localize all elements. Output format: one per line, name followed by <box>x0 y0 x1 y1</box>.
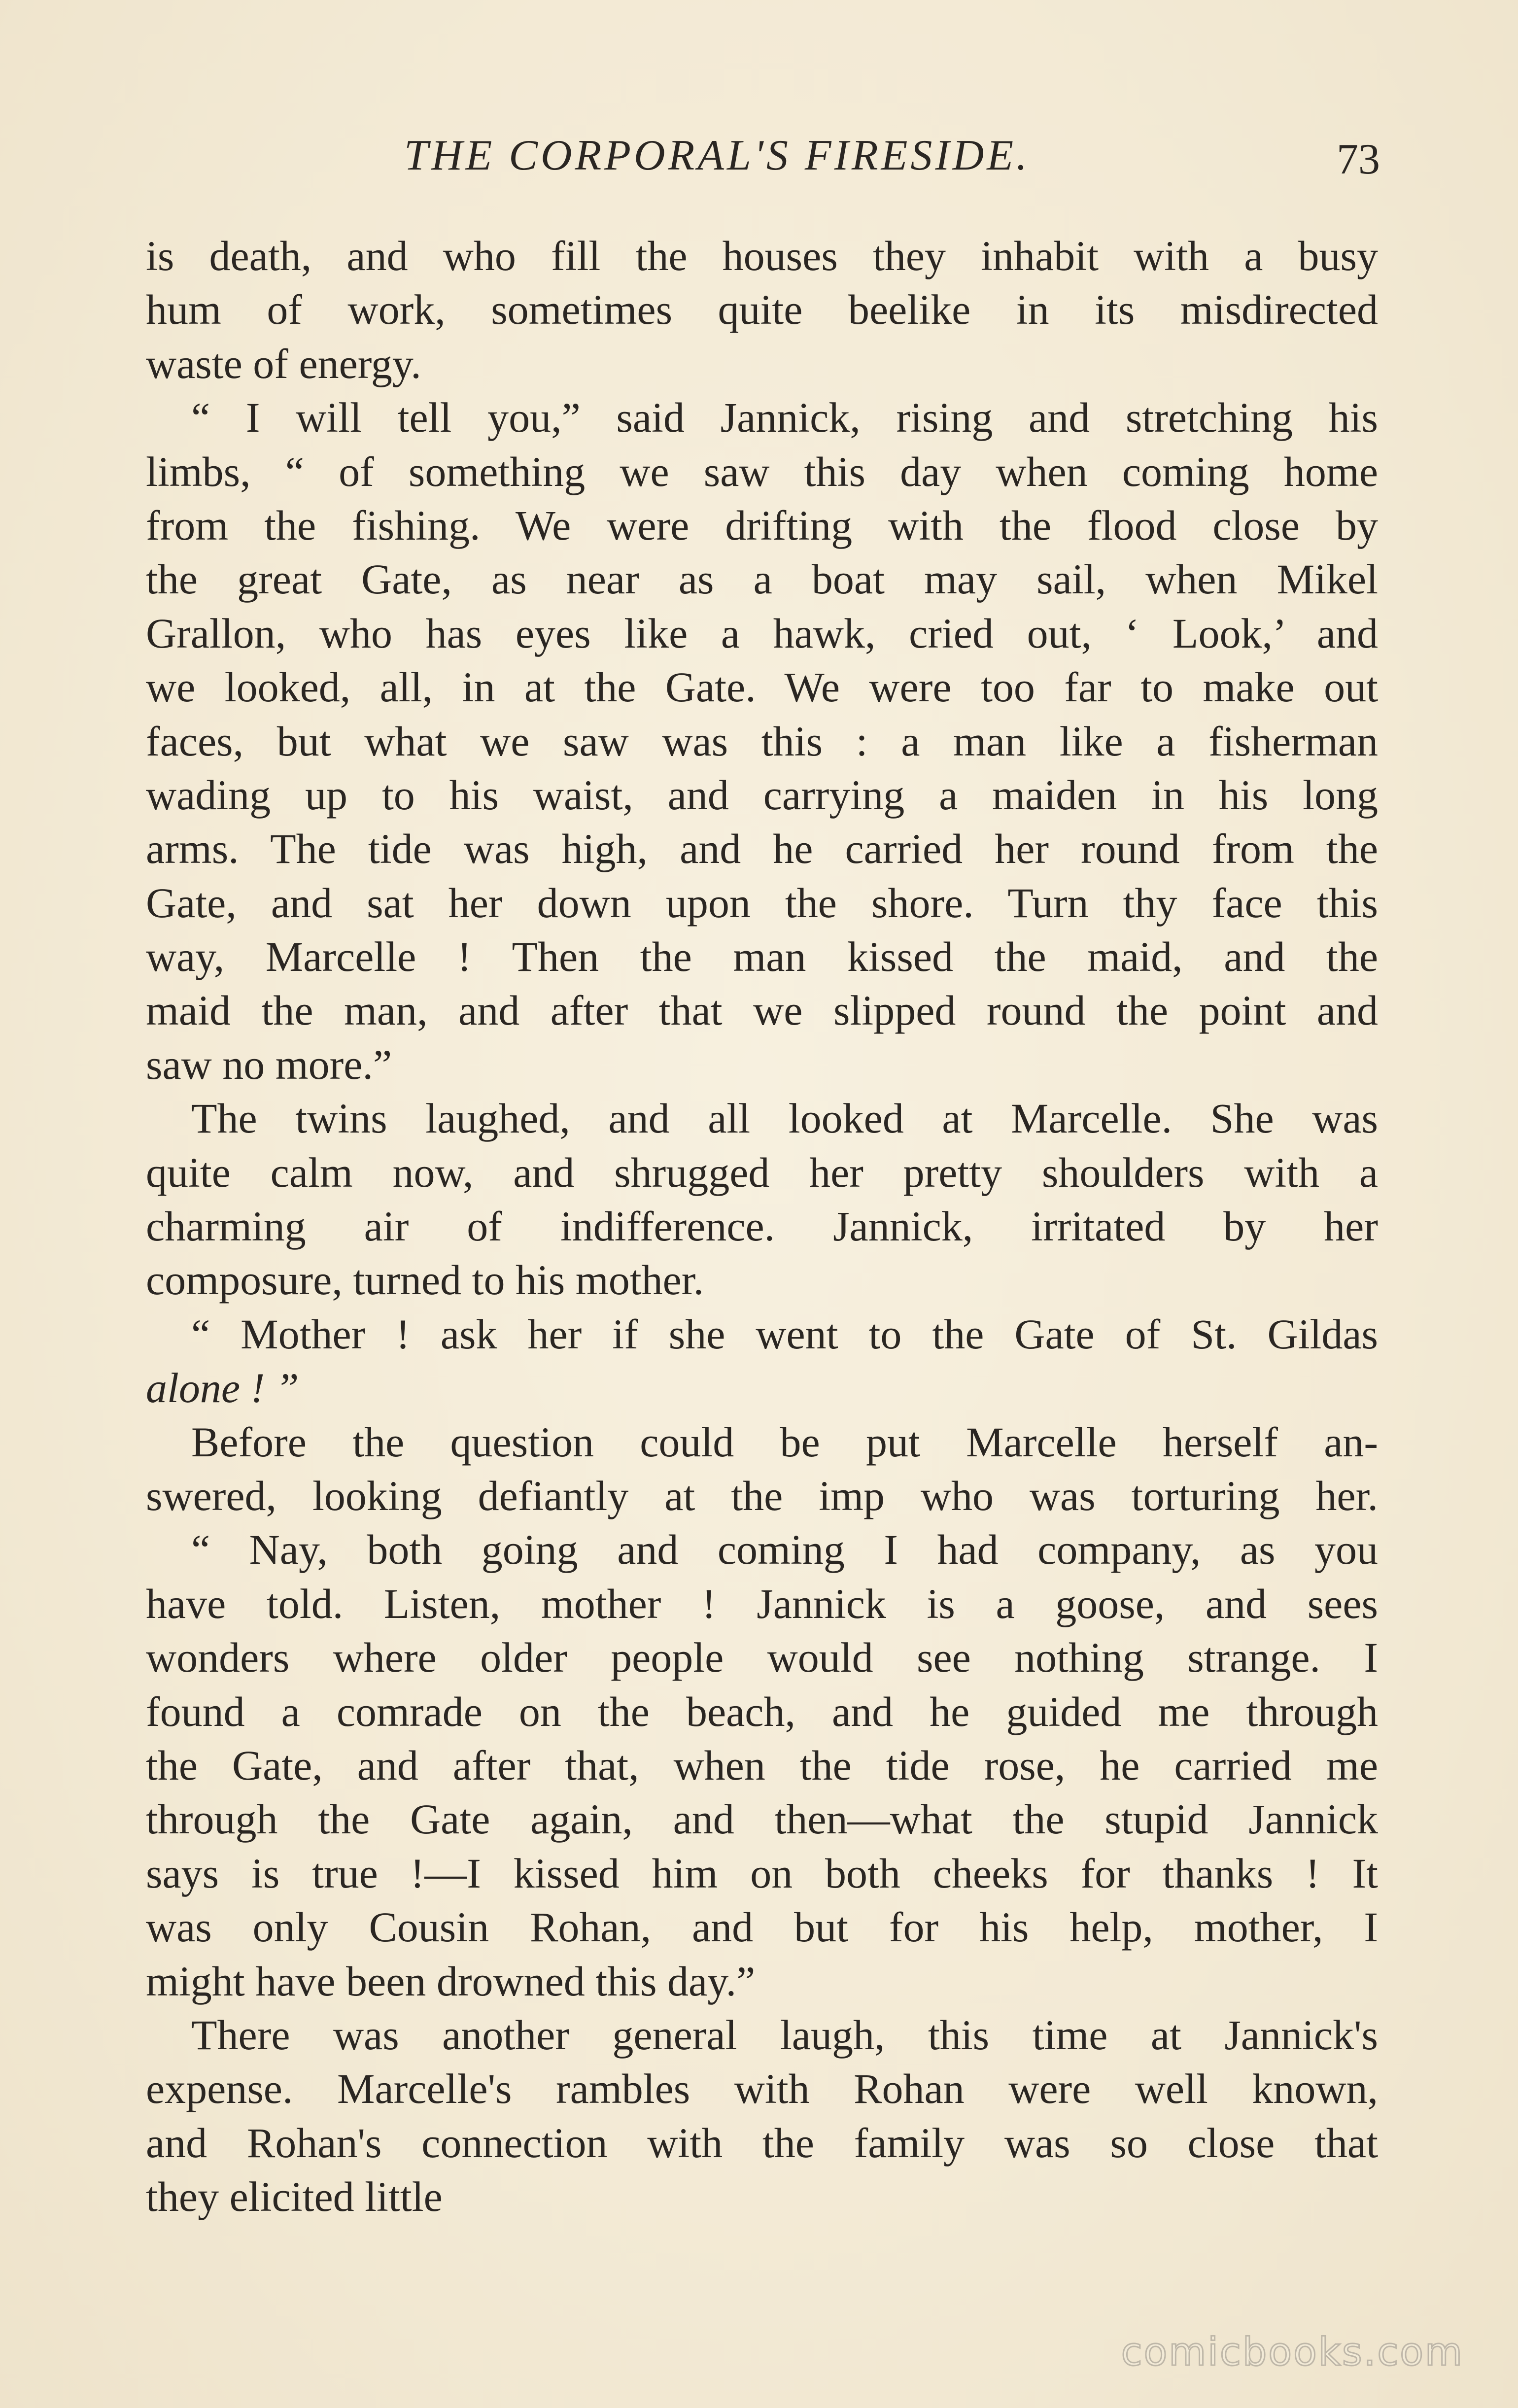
text-line: is death, and who fill the houses they inhabit with a busy <box>146 232 1378 279</box>
text-line: found a comrade on the beach, and he guided me through <box>146 1687 1378 1735</box>
text-line: way, Marcelle ! Then the man kissed the maid, and the <box>146 933 1378 981</box>
text-line: Grallon, who has eyes like a hawk, cried out, ‘ Look,’ and <box>146 609 1378 657</box>
text-line: have told. Listen, mother ! Jannick is a goose, and sees <box>146 1580 1378 1627</box>
text-line: Before the question could be put Marcelle herself an- <box>191 1418 1378 1466</box>
text-line: wading up to his waist, and carrying a maiden in his long <box>146 771 1378 819</box>
text-line: arms. The tide was high, and he carried her round from the <box>146 825 1378 873</box>
text-line: saw no more.” <box>146 1040 392 1088</box>
text-line: they elicited little <box>146 2173 443 2221</box>
text-line: swered, looking defiantly at the imp who was torturing her. <box>146 1472 1378 1519</box>
page-header <box>148 131 1380 185</box>
text-line: “ Nay, both going and coming I had company, as you <box>191 1526 1378 1574</box>
text-line: the Gate, and after that, when the tide rose, he carried me <box>146 1741 1378 1789</box>
text-line: we looked, all, in at the Gate. We were too far to make out <box>146 663 1378 711</box>
text-line: says is true !—I kissed him on both cheeks for thanks ! It <box>146 1849 1378 1897</box>
text-line: quite calm now, and shrugged her pretty shoulders with a <box>146 1148 1378 1196</box>
text-line: was only Cousin Rohan, and but for his help, mother, I <box>146 1903 1378 1951</box>
text-line: maid the man, and after that we slipped round the point and <box>146 987 1378 1034</box>
running-head: THE CORPORAL'S FIRESIDE. <box>404 132 1030 179</box>
text-line: charming air of indifference. Jannick, irritated by her <box>146 1203 1378 1250</box>
watermark: comicbooks.com <box>1121 2330 1464 2374</box>
text-line: Gate, and sat her down upon the shore. Turn thy face this <box>146 879 1378 927</box>
text-line: might have been drowned this day.” <box>146 1957 756 2005</box>
text-line: There was another general laugh, this time at Jannick's <box>191 2011 1378 2059</box>
text-line: waste of energy. <box>146 340 421 387</box>
text-line: expense. Marcelle's rambles with Rohan were well known, <box>146 2065 1378 2113</box>
text-line: faces, but what we saw was this : a man like a fisherman <box>146 717 1378 765</box>
text-line: “ I will tell you,” said Jannick, rising and stretching his <box>191 394 1378 442</box>
text-line: “ Mother ! ask her if she went to the Gate of St. Gildas <box>191 1310 1378 1358</box>
body-text <box>146 229 1378 2224</box>
text-line: hum of work, sometimes quite beelike in its misdirected <box>146 286 1378 334</box>
page-number: 73 <box>1337 136 1380 183</box>
text-line: the great Gate, as near as a boat may sail, when Mikel <box>146 555 1378 603</box>
text-line: composure, turned to his mother. <box>146 1256 704 1304</box>
text-line: alone ! ” <box>146 1364 299 1412</box>
text-line: through the Gate again, and then—what the stupid Jannick <box>146 1795 1378 1843</box>
text-line: from the fishing. We were drifting with the flood close by <box>146 501 1378 549</box>
text-line: wonders where older people would see nothing strange. I <box>146 1634 1378 1682</box>
text-line: limbs, “ of something we saw this day when coming home <box>146 447 1378 495</box>
text-line: The twins laughed, and all looked at Marcelle. She was <box>191 1095 1378 1142</box>
text-line: and Rohan's connection with the family was so close that <box>146 2119 1378 2167</box>
